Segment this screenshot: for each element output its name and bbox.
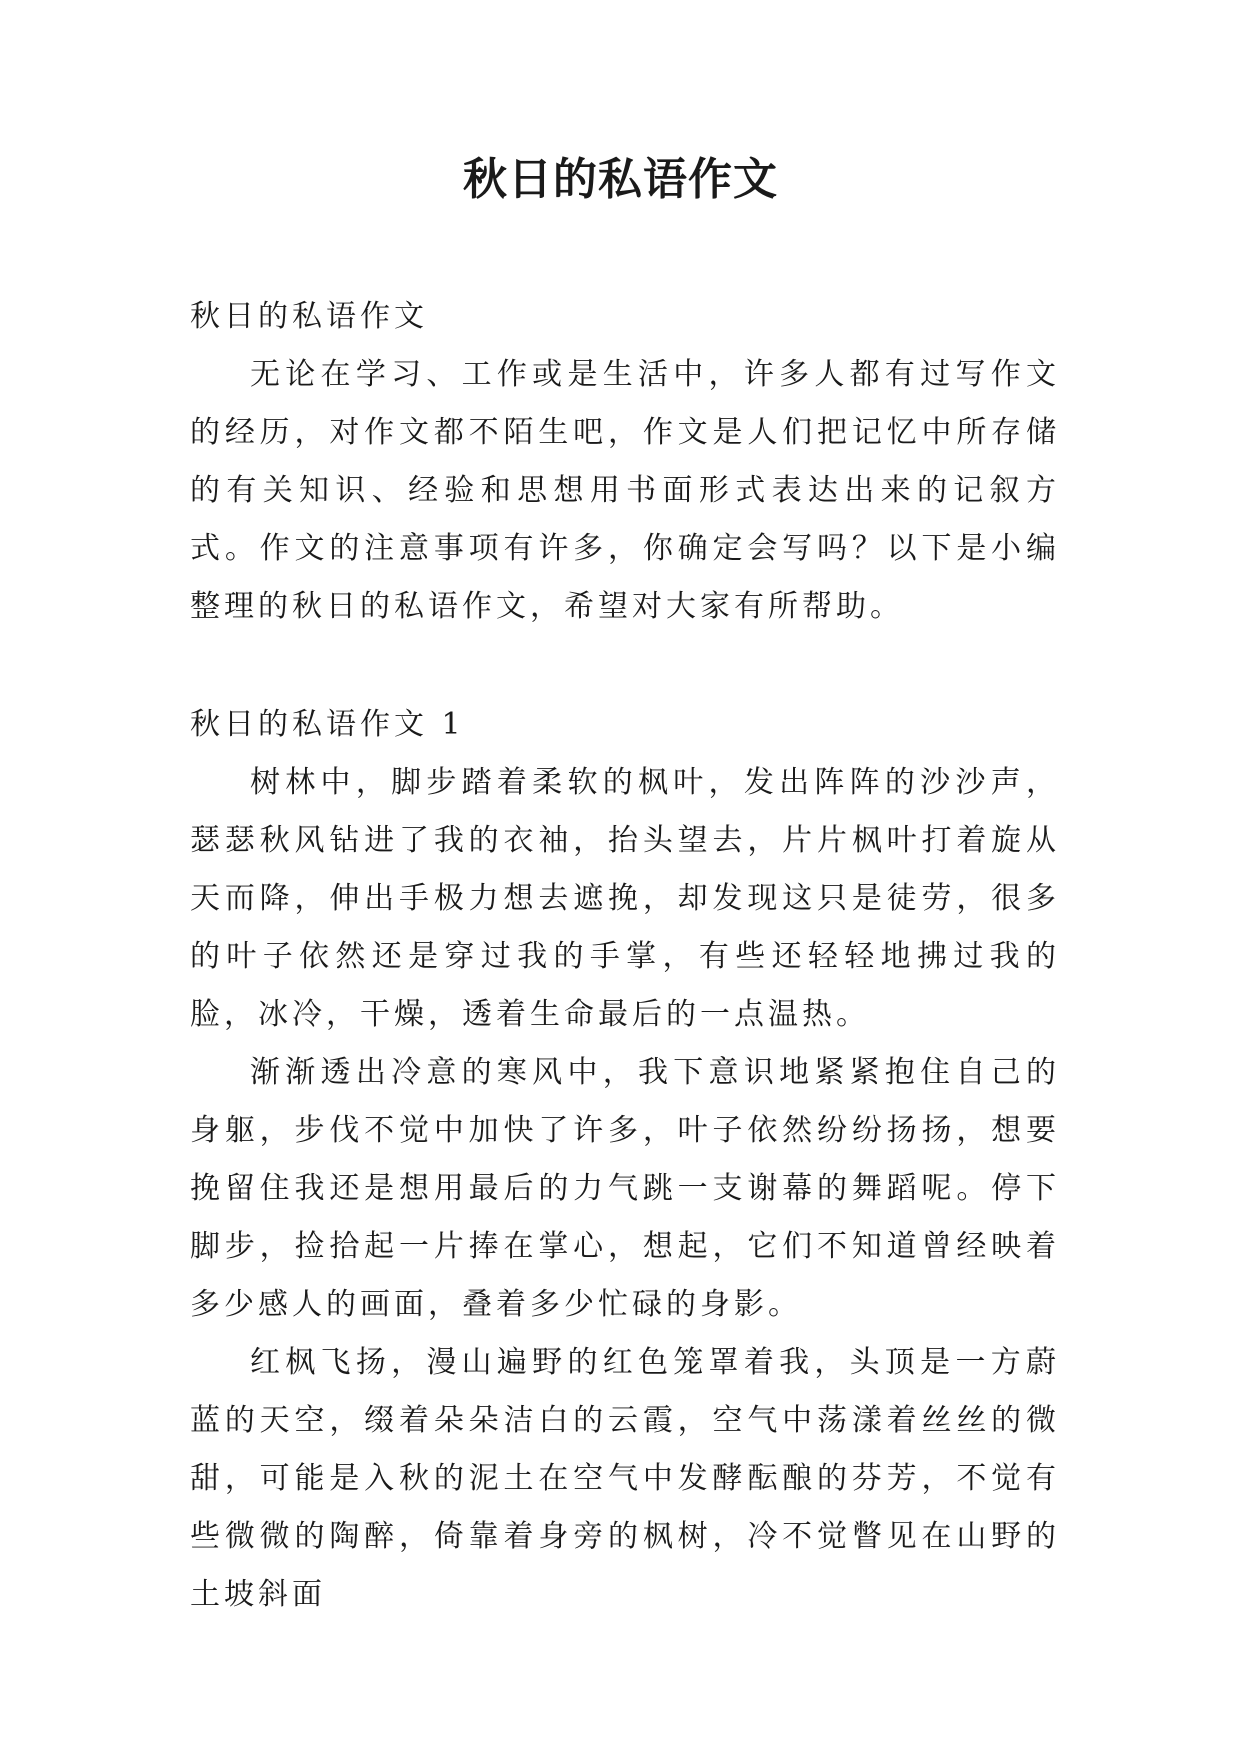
intro-paragraph: 无论在学习、工作或是生活中，许多人都有过写作文的经历，对作文都不陌生吧，作文是人们把记忆中所存储的有关知识、经验和思想用书面形式表达出来的记叙方式。作文的注意事项有许多，你确定会写吗？以下是小编整理的秋日的私语作文，希望对大家有所帮助。 (190, 357, 1060, 624)
section-heading: 秋日的私语作文 1 (190, 707, 465, 742)
section-spacer (190, 636, 1060, 696)
section-paragraph-1: 树林中，脚步踏着柔软的枫叶，发出阵阵的沙沙声，瑟瑟秋风钻进了我的衣袖，抬头望去，片片枫叶打着旋从天而降，伸出手极力想去遮挽，却发现这只是徒劳，很多的叶子依然还是穿过我的手掌，有些还轻轻地拂过我的脸，冰冷，干燥，透着生命最后的一点温热。 (190, 765, 1060, 1032)
intro-heading: 秋日的私语作文 (190, 299, 428, 334)
section-paragraph-3: 红枫飞扬，漫山遍野的红色笼罩着我，头顶是一方蔚蓝的天空，缀着朵朵洁白的云霞，空气中荡漾着丝丝的微甜，可能是入秋的泥土在空气中发酵酝酿的芬芳，不觉有些微微的陶醉，倚靠着身旁的枫树，冷不觉瞥见在山野的土坡斜面 (190, 1345, 1060, 1612)
document-title: 秋日的私语作文 (463, 154, 778, 205)
document-body (190, 288, 1060, 1624)
section-paragraph-2: 渐渐透出冷意的寒风中，我下意识地紧紧抱住自己的身躯，步伐不觉中加快了许多，叶子依然纷纷扬扬，想要挽留住我还是想用最后的力气跳一支谢幕的舞蹈呢。停下脚步，捡拾起一片捧在掌心，想起，它们不知道曾经映着多少感人的画面，叠着多少忙碌的身影。 (190, 1055, 1060, 1322)
